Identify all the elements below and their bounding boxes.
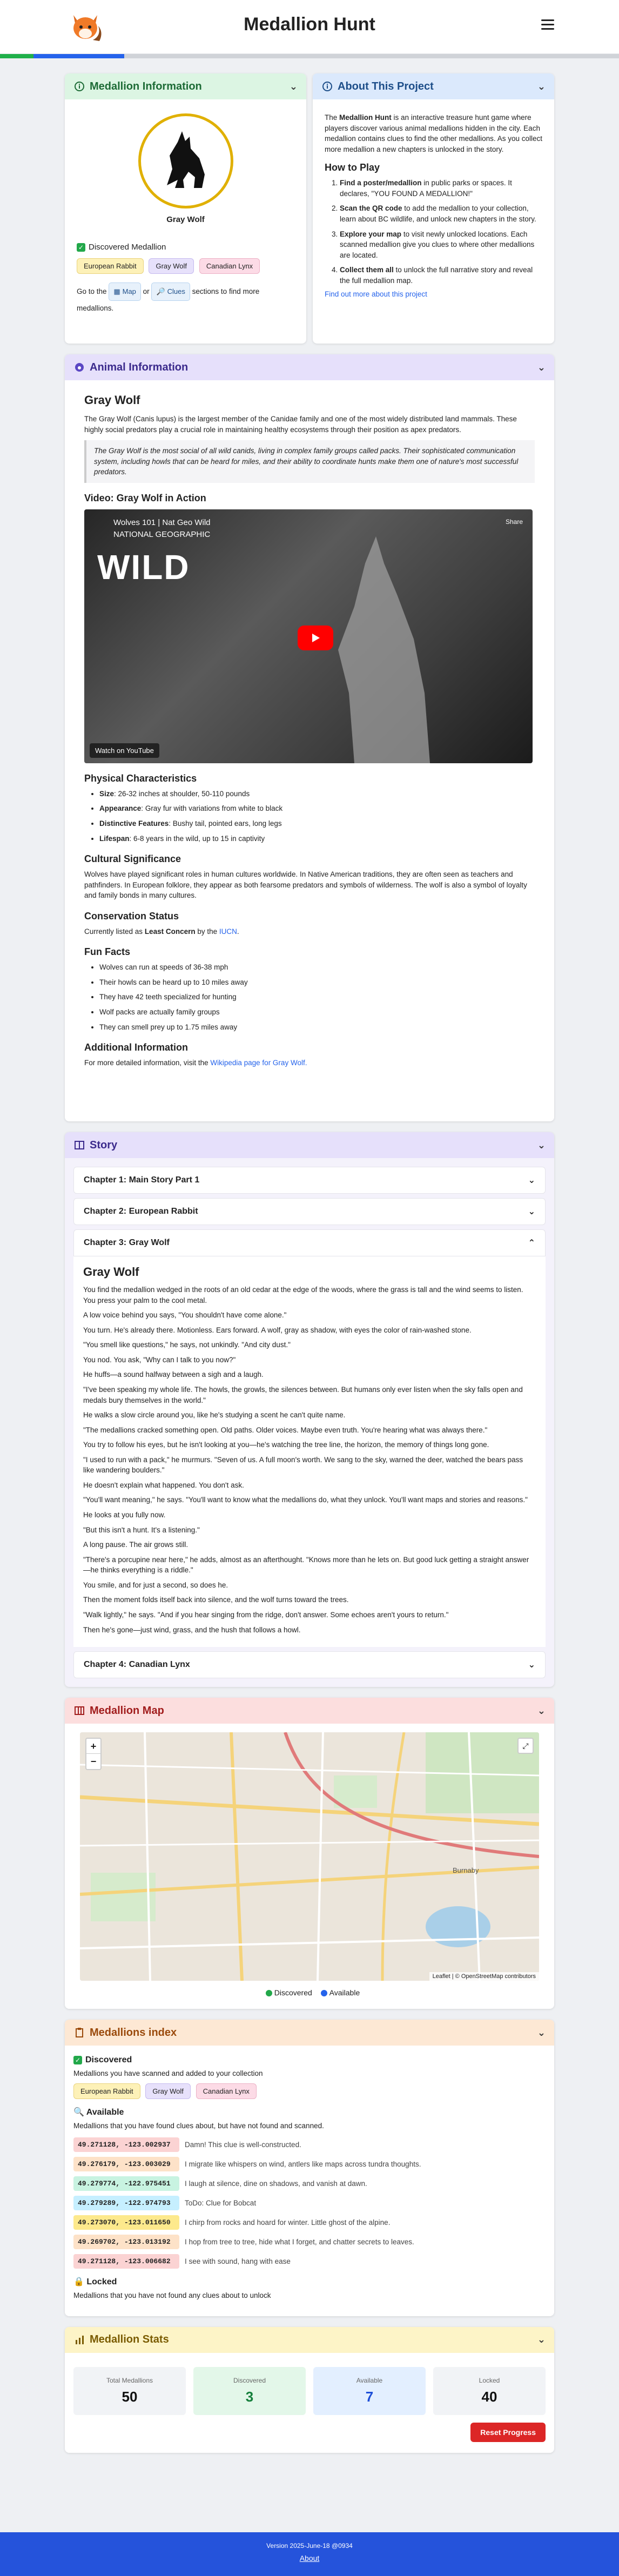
map-city-label: Burnaby (453, 1866, 479, 1875)
chip-european-rabbit[interactable]: European Rabbit (73, 2083, 140, 2099)
chapter-4[interactable]: Chapter 4: Canadian Lynx ⌄ (73, 1651, 546, 1678)
story-paragraph: "But this isn't a hunt. It's a listening." (83, 1525, 200, 1534)
zoom-in-button[interactable]: + (86, 1739, 100, 1754)
list-item: • Wolves can run at speeds of 36-38 mph (99, 962, 535, 973)
animal-title: Gray Wolf (84, 393, 140, 407)
chip-gray-wolf[interactable]: Gray Wolf (149, 258, 194, 274)
phys-list (84, 789, 535, 844)
animal-intro: The Gray Wolf (Canis lupus) is the largest member of the Canidae family and one of the most widely distributed land mammals. These highly social predators play a crucial role in maintaining healthy ecosystems through their position as apex predators. (84, 415, 517, 434)
video-brand: NATIONAL GEOGRAPHIC (113, 529, 211, 539)
video-title: Wolves 101 | Nat Geo Wild (113, 517, 211, 527)
locked-heading: 🔒 Locked (73, 2277, 117, 2287)
additional-heading: Additional Information (84, 1042, 188, 1053)
story-paragraph: Then he's gone—just wind, grass, and the hush that follows a howl. (83, 1625, 301, 1634)
available-row (73, 2215, 546, 2230)
discovered-status: ✓ Discovered Medallion (77, 243, 294, 252)
story-paragraph: "Walk lightly," he says. "And if you hear singing from the ridge, don't answer. Some echoes aren't yours to return." (83, 1610, 449, 1619)
cultural-text: Wolves have played significant roles in human cultures worldwide. In Native American traditions, they are often seen as teachers and pathfinders. In European folklore, they appear as both fearsome predators and symbols of wilderness. The wolf is also a symbol of loyalty and family bonds in many cultures. (84, 870, 527, 900)
available-desc: Medallions that you have found clues about, but have not found and scanned. (73, 2121, 324, 2130)
map-icon: ▦ (113, 287, 120, 295)
share-button[interactable]: Share (505, 517, 523, 526)
coordinate-badge[interactable]: 49.273070, -123.011650 (73, 2215, 179, 2230)
available-row (73, 2137, 546, 2152)
stats-card (65, 2327, 554, 2453)
available-dot-icon (321, 1990, 327, 1996)
list-item: • Distinctive Features: Bushy tail, pointed ears, long legs (99, 818, 535, 829)
cultural-heading: Cultural Significance (84, 853, 181, 865)
conservation-heading: Conservation Status (84, 910, 179, 922)
map-header[interactable]: Medallion Map ⌄ (65, 1698, 554, 1724)
coordinate-badge[interactable]: 49.269702, -123.013192 (73, 2235, 179, 2249)
story-paragraph: "I've been speaking my whole life. The howls, the growls, the silences between. But humans only ever listen when the sky falls open and medals bury themselves in the world." (83, 1385, 523, 1404)
medallions-index-card (65, 2020, 554, 2316)
story-paragraph: You nod. You ask, "Why can I talk to you now?" (83, 1355, 236, 1364)
about-title: About This Project (338, 80, 434, 92)
map-icon (73, 1705, 85, 1717)
about-header[interactable] (313, 73, 554, 99)
how-to-play-list (325, 178, 542, 286)
chevron-up-icon: ⌃ (528, 1239, 535, 1248)
phys-heading: Physical Characteristics (84, 772, 197, 784)
goto-hint: Go to the ▦ Map or 🔎 Clues sections to find more medallions. (77, 283, 294, 315)
map-legend: Discovered Available (80, 1988, 539, 1997)
locked-desc: Medallions that you have not found any clues about to unlock (73, 2291, 271, 2300)
chevron-down-icon: ⌄ (528, 1176, 535, 1185)
info-circle-icon (73, 80, 85, 92)
medallion-animal-name: Gray Wolf (166, 215, 205, 224)
step-item: 1. Find a poster/medallion in public parks or spaces. It declares, "YOU FOUND A MEDALLION!" (340, 178, 542, 199)
story-paragraph: You turn. He's already there. Motionless. Ears forward. A wolf, gray as shadow, with eyes the color of rain-washed stone. (83, 1326, 472, 1334)
chart-icon (73, 2334, 85, 2346)
chapter-3[interactable]: Chapter 3: Gray Wolf ⌃ (73, 1229, 546, 1256)
list-item: • Wolf packs are actually family groups (99, 1007, 535, 1018)
available-heading: 🔍 Available (73, 2107, 124, 2117)
story-card (65, 1132, 554, 1687)
animal-quote: The Gray Wolf is the most social of all wild canids, living in complex family groups called packs. Their sophisticated communication system, including howls that can be heard for miles, and their ability to coordinate hunts make them one of nature's most successful predators. (84, 440, 535, 483)
iucn-link[interactable]: IUCN (219, 927, 237, 936)
map-link-button[interactable]: ▦ Map (109, 283, 141, 301)
chip-european-rabbit[interactable]: European Rabbit (77, 258, 144, 274)
chevron-down-icon: ⌄ (528, 1207, 535, 1216)
chip-gray-wolf[interactable]: Gray Wolf (145, 2083, 191, 2099)
stat-locked: Locked 40 (433, 2367, 546, 2415)
animal-info-header[interactable]: Animal Information ⌄ (65, 354, 554, 380)
stat-discovered: Discovered 3 (193, 2367, 306, 2415)
discovered-dot-icon (266, 1990, 272, 1996)
chip-canadian-lynx[interactable]: Canadian Lynx (196, 2083, 257, 2099)
chevron-down-icon[interactable]: ⌄ (537, 361, 546, 373)
search-icon: 🔍 (73, 2107, 84, 2117)
story-paragraph: A low voice behind you says, "You shouldn't have come alone." (83, 1311, 287, 1320)
clue-text: I chirp from rocks and hoard for winter. Little ghost of the alpine. (185, 2218, 391, 2227)
coordinate-badge[interactable]: 49.279774, -122.975451 (73, 2176, 179, 2191)
wikipedia-link[interactable]: Wikipedia page for Gray Wolf. (210, 1059, 307, 1067)
chevron-down-icon: ⌄ (528, 1660, 535, 1670)
chapter-1[interactable]: Chapter 1: Main Story Part 1 ⌄ (73, 1167, 546, 1194)
story-paragraph: "You'll want meaning," he says. "You'll want to know what the medallions do, what they unlock. You'll want maps and stories and reasons." (83, 1496, 528, 1504)
wolf-medallion-image (138, 113, 233, 208)
clue-text: I migrate like whispers on wind, antlers like maps across tundra thoughts. (185, 2160, 421, 2169)
story-paragraph: "You smell like questions," he says, not unkindly. "And city dust." (83, 1341, 291, 1349)
about-more-link[interactable]: Find out more about this project (325, 290, 427, 299)
discovered-chip-list (73, 2083, 546, 2099)
stats-header[interactable]: Medallion Stats ⌄ (65, 2327, 554, 2353)
available-row (73, 2157, 546, 2171)
animal-info-card (65, 354, 554, 1121)
coordinate-badge[interactable]: 49.276179, -123.003029 (73, 2157, 179, 2171)
list-item: • They can smell prey up to 1.75 miles away (99, 1022, 535, 1033)
available-list (73, 2137, 546, 2269)
book-icon (73, 1139, 85, 1151)
story-paragraph: He doesn't explain what happened. You don't ask. (83, 1481, 244, 1489)
list-item: • Appearance: Gray fur with variations from white to black (99, 803, 535, 814)
check-icon: ✓ (73, 2056, 82, 2064)
footer (0, 2532, 619, 2576)
chapter-3-body (73, 1256, 546, 1647)
wolf-silhouette-icon (151, 126, 221, 196)
story-paragraph: He walks a slow circle around you, like he's studying a scent he can't quite name. (83, 1411, 346, 1420)
story-paragraph: "I used to run with a pack," he murmurs. "Seven of us. A full moon's worth. We sang to the sky, warned the deer, watched the bears pass like wandering boulders." (83, 1455, 523, 1475)
step-item: 2. Scan the QR code to add the medallion to your collection, learn about BC wildlife, and unlock new chapters in the story. (340, 203, 542, 224)
story-paragraph: He huffs—a sound halfway between a sigh and a laugh. (83, 1370, 264, 1379)
zoom-controls (85, 1738, 102, 1770)
story-header[interactable]: Story ⌄ (65, 1132, 554, 1158)
step-item: 4. Collect them all to unlock the full narrative story and reveal the full medallion map. (340, 265, 542, 286)
available-row (73, 2196, 546, 2210)
story-paragraph: You try to follow his eyes, but he isn't looking at you—he's watching the tree line, the horizon, the memory of things long gone. (83, 1441, 489, 1449)
check-icon: ✓ (77, 243, 85, 252)
video-wild-text: WILD (97, 547, 190, 587)
discovered-heading: ✓ Discovered (73, 2055, 546, 2065)
chapter-title: Gray Wolf (83, 1265, 139, 1279)
index-header[interactable]: Medallions index ⌄ (65, 2020, 554, 2046)
discovered-chip-list (77, 258, 294, 274)
clipboard-icon (73, 2027, 85, 2039)
play-button-icon[interactable] (298, 625, 333, 650)
conservation-text: Currently listed as Least Concern by the IUCN. (84, 927, 239, 936)
search-icon: 🔎 (156, 287, 165, 295)
clue-text: I hop from tree to tree, hide what I forget, and chatter secrets to leaves. (185, 2238, 414, 2247)
leaflet-map[interactable] (80, 1732, 539, 1981)
version-text: Version 2025-June-18 @0934 (266, 2542, 353, 2550)
about-intro: The Medallion Hunt is an interactive treasure hunt game where players discover various animal medallions hidden in the city. Each medallion contains clues to find the other medallions. As you collect more medallion a new chapters is unlocked in the story. (325, 113, 542, 153)
chevron-down-icon[interactable]: ⌄ (289, 80, 298, 92)
lock-icon: 🔒 (73, 2277, 84, 2287)
coordinate-badge[interactable]: 49.279289, -122.974793 (73, 2196, 179, 2210)
fullscreen-icon[interactable]: ⤢ (517, 1738, 534, 1754)
medallion-info-header[interactable] (65, 73, 306, 99)
medallion-info-card (65, 73, 306, 344)
app-header (0, 0, 619, 54)
about-footer-link[interactable]: About (299, 2554, 320, 2562)
paw-icon (73, 361, 85, 373)
chapter-2[interactable]: Chapter 2: European Rabbit ⌄ (73, 1198, 546, 1225)
available-row (73, 2235, 546, 2249)
about-card (313, 73, 554, 344)
chevron-down-icon[interactable]: ⌄ (537, 1705, 546, 1716)
video-heading: Video: Gray Wolf in Action (84, 492, 206, 503)
story-paragraph: You smile, and for just a second, so does he. (83, 1580, 228, 1589)
watch-on-youtube-link[interactable]: Watch on YouTube (90, 743, 159, 758)
step-item: 3. Explore your map to visit newly unlocked locations. Each scanned medallion give you clues to where other medallions are located. (340, 229, 542, 261)
list-item: • Lifespan: 6-8 years in the wild, up to 15 in captivity (99, 833, 535, 844)
funfacts-heading: Fun Facts (84, 946, 131, 958)
coordinate-badge[interactable]: 49.271128, -123.006682 (73, 2254, 179, 2269)
funfacts-list (84, 962, 535, 1032)
youtube-video-player[interactable] (84, 509, 533, 763)
reset-progress-button[interactable]: Reset Progress (470, 2423, 546, 2442)
available-row (73, 2176, 546, 2191)
map-card (65, 1698, 554, 2009)
story-paragraph: A long pause. The air grows still. (83, 1541, 189, 1549)
stats-grid (73, 2367, 546, 2415)
list-item: • Their howls can be heard up to 10 miles away (99, 977, 535, 988)
story-paragraph: "There's a porcupine near here," he adds, almost as an afterthought. "Knows more than he lets on. But good luck getting a straight answer—he thinks everything is a riddle." (83, 1555, 529, 1575)
story-paragraph: You find the medallion wedged in the roots of an old cedar at the edge of the woods, where the grass is tall and the wind seems to listen. You press your palm to the cool metal. (83, 1286, 523, 1304)
clue-text: I laugh at silence, dine on shadows, and vanish at dawn. (185, 2180, 367, 2188)
medallion-info-title: Medallion Information (90, 80, 202, 92)
chevron-down-icon[interactable]: ⌄ (537, 80, 546, 92)
stat-total: Total Medallions 50 (73, 2367, 186, 2415)
list-item: • Size: 26-32 inches at shoulder, 50-110 pounds (99, 789, 535, 799)
clue-text: ToDo: Clue for Bobcat (185, 2199, 257, 2208)
map-attribution[interactable]: Leaflet | © OpenStreetMap contributors (429, 1972, 539, 1981)
progress-strip (0, 54, 619, 58)
chip-canadian-lynx[interactable]: Canadian Lynx (199, 258, 260, 274)
available-row (73, 2254, 546, 2269)
coordinate-badge[interactable]: 49.271128, -123.002937 (73, 2137, 179, 2152)
additional-text: For more detailed information, visit the Wikipedia page for Gray Wolf. (84, 1059, 307, 1067)
info-circle-icon (321, 80, 333, 92)
chevron-down-icon[interactable]: ⌄ (537, 2334, 546, 2345)
app-title: Medallion Hunt (244, 14, 375, 35)
story-paragraph: "The medallions cracked something open. Old paths. Older voices. Maybe even truth. You're hearing what was always there." (83, 1425, 488, 1434)
chevron-down-icon[interactable]: ⌄ (537, 1139, 546, 1151)
story-paragraph: He looks at you fully now. (83, 1511, 166, 1519)
story-paragraph: Then the moment folds itself back into silence, and the wolf turns toward the trees. (83, 1596, 349, 1604)
list-item: • They have 42 teeth specialized for hunting (99, 992, 535, 1003)
zoom-out-button[interactable]: − (90, 1756, 97, 1767)
discovered-desc: Medallions you have scanned and added to your collection (73, 2069, 263, 2078)
clue-text: I see with sound, hang with ease (185, 2257, 291, 2266)
hamburger-menu-icon[interactable] (541, 19, 554, 30)
clues-link-button[interactable]: 🔎 Clues (151, 283, 190, 301)
chevron-down-icon[interactable]: ⌄ (537, 2027, 546, 2038)
stat-available: Available 7 (313, 2367, 426, 2415)
how-to-play-heading: How to Play (325, 162, 380, 173)
clue-text: Damn! This clue is well-constructed. (185, 2141, 301, 2149)
